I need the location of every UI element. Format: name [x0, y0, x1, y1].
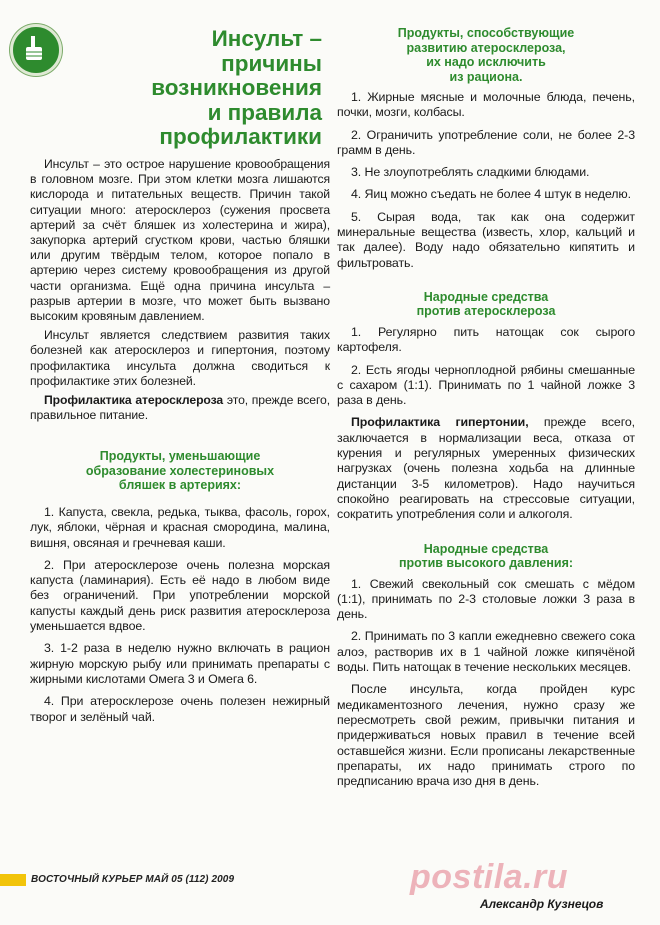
list-item: 1. Регулярно пить натощак сок сырого картофеля. [337, 324, 635, 355]
section-title-line: Продукты, уменьшающие [99, 449, 261, 464]
section-title-exclude [337, 26, 635, 84]
title-line: профилактики [159, 124, 322, 149]
list-item: 4. При атеросклерозе очень полезен нежирный творог и зелёный чай. [30, 694, 330, 724]
section-title-line: их надо исключить [426, 55, 546, 69]
list-item: 2. При атеросклерозе очень полезна морская капуста (ламинария). Есть её надо в любом виде без ограничений. При употреблении морской капусты каждый день риск развития атеросклероза уменьшается вдвое. [30, 557, 330, 634]
intro-paragraph: Инсульт является следствием развития таких болезней как атеросклероз и гипертония, поэтому профилактика инсульта должна сводиться к профилактике этих болезней. [30, 328, 330, 388]
section-title-line: Народные средства [423, 541, 549, 556]
section-title-line: против высокого давления: [398, 556, 574, 571]
intro-paragraph: Инсульт – это острое нарушение кровообращения в головном мозге. При этом клетки мозга лишаются кислорода и питательных веществ. Причин такой ситуации много: атеросклероз (сужения просвета артерий за счёт бляшек из холестерина и жира), закупорка артерий сгустком крови, частью бляшки или другим твёрдым телом, которое попало в артерию через систему кровообращения из другой части организма. Ещё одна причина инсульта – разрыв артерии в мозге, что может быть вызвано высоким кровяным давлением. [30, 157, 330, 324]
list-item: 2. Ограничить употребление соли, не более 2-3 грамм в день. [337, 127, 635, 157]
section-title-line: против атеросклероза [416, 304, 556, 319]
right-column [337, 0, 635, 796]
prophylaxis-heading: Профилактика атеросклероза [44, 393, 224, 408]
title-line: Инсульт – [211, 26, 322, 51]
section-title-line: бляшек в артериях: [118, 478, 242, 493]
title-line: причины [221, 50, 322, 76]
section-title-line: из рациона. [449, 69, 523, 84]
list-item: 2. Принимать по 3 капли ежедневно свежего сока алоэ, растворив их в 1 чайной ложке кипячёной воды. Пить натощак в течение нескольких месяцев. [337, 629, 635, 675]
left-column [30, 0, 330, 732]
hypertension-paragraph [337, 415, 635, 522]
section-title-reduce [30, 449, 330, 493]
prophylaxis-text: это, прежде всего, правильное питание. [30, 393, 331, 423]
section-title-line: образование холестериновых [85, 463, 275, 478]
closing-paragraph: После инсульта, когда пройден курс медикаментозного лечения, нужно сразу же пересмотреть свой режим, привычки питания и придерживаться новых правил в течение всей оставшейся жизни. Если прописаны лекарственные препараты, их надо принимать строго по предписанию врача изо дня в день. [337, 682, 635, 789]
footer-accent-bar [0, 874, 26, 886]
section-title-folk-pressure [337, 542, 635, 571]
list-item: 1. Свежий свекольный сок смешать с мёдом (1:1), принимать по 2-3 столовые ложки 3 раза в день. [337, 576, 635, 622]
list-item: 4. Яиц можно съедать не более 4 штук в неделю. [351, 187, 631, 202]
prophylaxis-paragraph [30, 393, 330, 423]
author-signature: Александр Кузнецов [480, 897, 604, 911]
hypertension-heading: Профилактика гипертонии, [351, 415, 529, 430]
list-item: 2. Есть ягоды черноплодной рябины смешанные с сахаром (1:1). Принимать по 1 чайной ложке 3 раза в день. [337, 362, 635, 408]
list-item: 1. Жирные мясные и молочные блюда, печень, почки, мозги, колбасы. [337, 90, 635, 120]
list-item: 1. Капуста, свекла, редька, тыква, фасоль, горох, лук, яблоки, чёрная и красная смородина, малина, вишня, овсяная и гречневая каши. [30, 504, 330, 550]
list-item: 3. Не злоупотреблять сладкими блюдами. [351, 165, 590, 180]
section-title-line: развитию атеросклероза, [406, 40, 566, 55]
title-line: и правила [207, 99, 322, 125]
list-item: 3. 1-2 раза в неделю нужно включать в рацион жирную морскую рыбу или принимать препараты с жирными кислотами Омега 3 и Омега 6. [30, 641, 330, 686]
hypertension-text: прежде всего, заключается в нормализации веса, отказа от курения и регулярных умеренных физических нагрузках (очень полезна ходьба на длинные дистанции 3-5 километров). Надо научиться спокойно реагировать на стрессовые ситуации, сократить употребления соли и алкоголя. [337, 415, 635, 522]
watermark: postila.ru [410, 858, 569, 896]
section-title-line: Народные средства [423, 289, 549, 304]
section-title-folk-athero [337, 290, 635, 319]
footer-issue-label: ВОСТОЧНЫЙ КУРЬЕР МАЙ 05 (112) 2009 [31, 874, 235, 885]
list-item: 5. Сырая вода, так как она содержит минеральные вещества (известь, хлор, кальций и так далее). Воду надо обязательно кипятить и фильтровать. [337, 209, 635, 270]
section-title-line: Продукты, способствующие [397, 26, 575, 40]
title-line: возникновения [151, 75, 322, 100]
